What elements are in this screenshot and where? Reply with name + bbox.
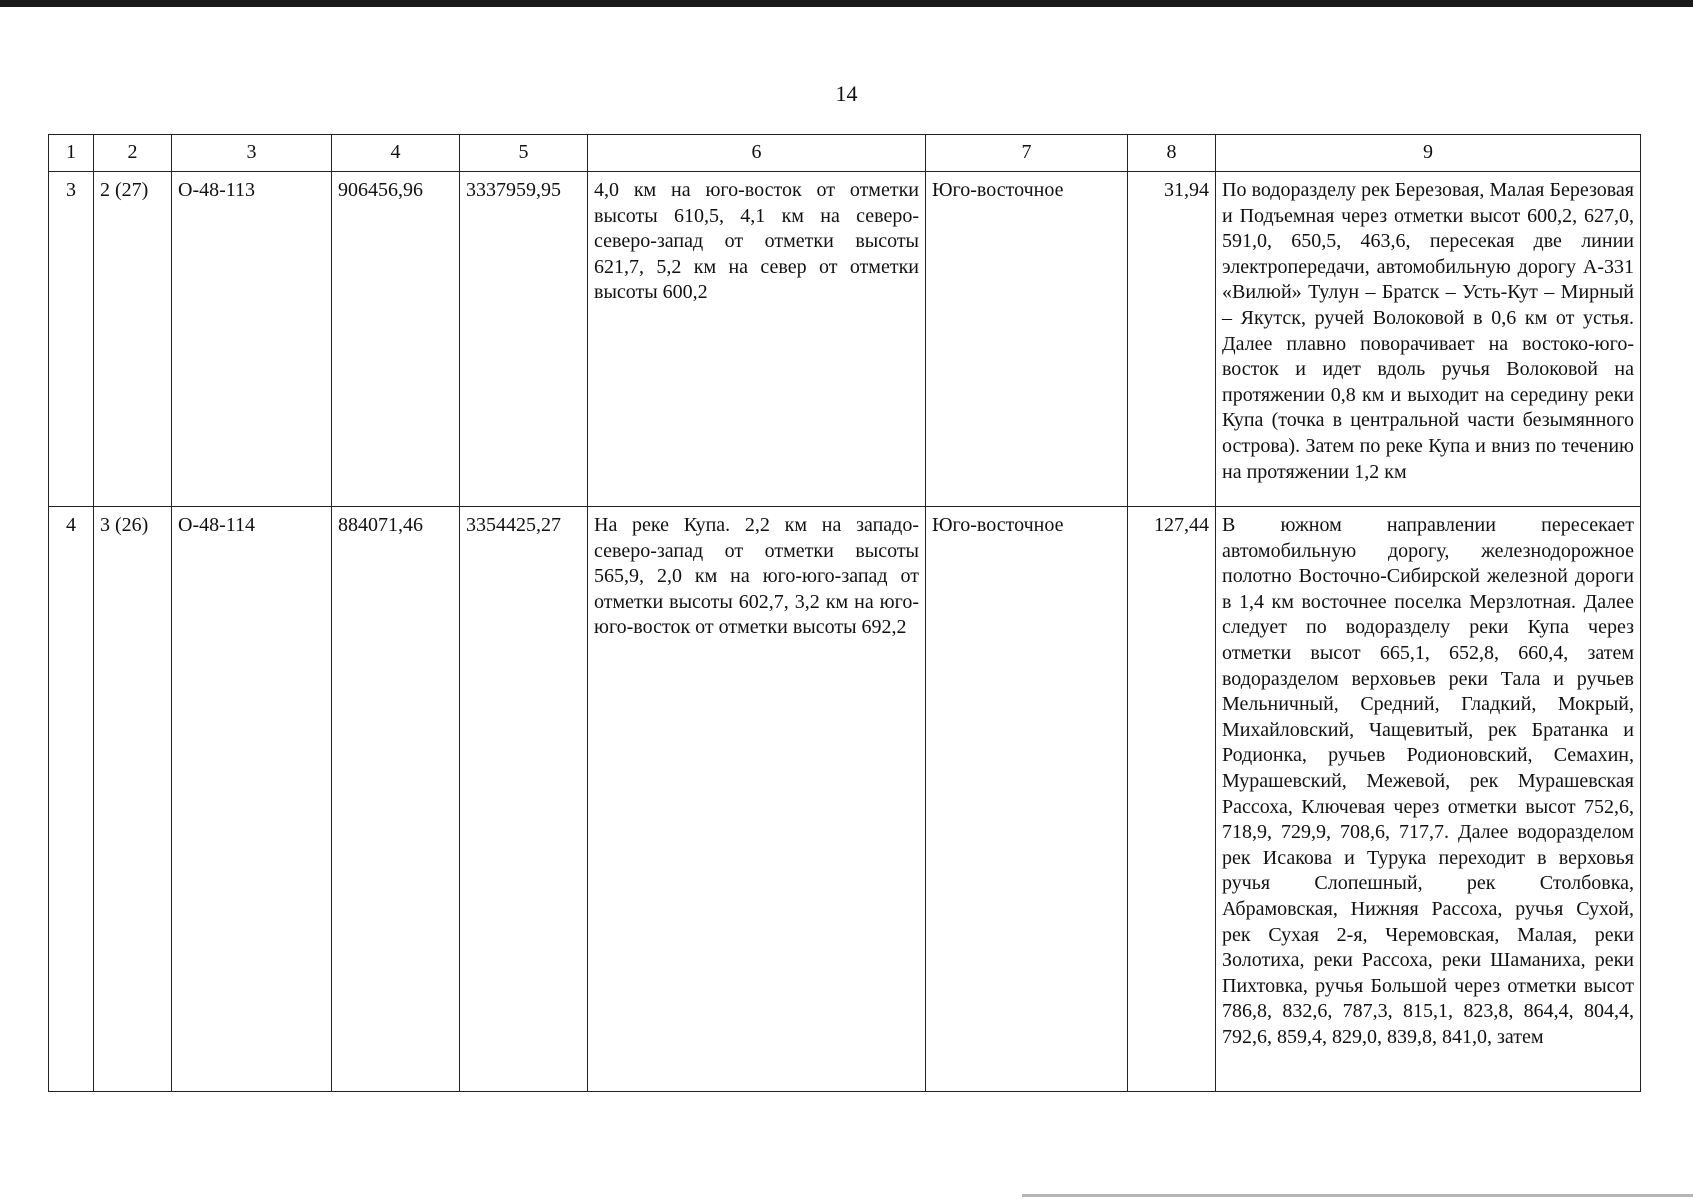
- column-header-2: 2: [94, 135, 172, 172]
- coordinate-y-cell: 3337959,95: [460, 172, 588, 507]
- column-header-8: 8: [1128, 135, 1216, 172]
- direction-cell: Юго-восточное: [926, 172, 1128, 507]
- column-header-7: 7: [926, 135, 1128, 172]
- table-row: [49, 507, 1641, 1092]
- coordinate-y-cell: 3354425,27: [460, 507, 588, 1092]
- map-sheet-cell: О-48-113: [172, 172, 332, 507]
- coordinate-x-cell: 906456,96: [332, 172, 460, 507]
- table-row: [49, 172, 1641, 507]
- point-number-cell: 2 (27): [94, 172, 172, 507]
- distance-cell: 31,94: [1128, 172, 1216, 507]
- column-header-1: 1: [49, 135, 94, 172]
- distance-cell: 127,44: [1128, 507, 1216, 1092]
- row-number-cell: 4: [49, 507, 94, 1092]
- boundary-description-cell: По водоразделу рек Березовая, Малая Березовая и Подъемная через отметки высот 600,2, 627,0, 591,0, 650,5, 463,6, пересекая две линии электропередачи, автомобильную дорогу А-331 «Вилюй» Тулун – Братск – Усть-Кут – Мирный – Якутск, ручей Волоковой в 0,6 км от устья. Далее плавно поворачивает на востоко-юго-восток и идет вдоль ручья Волоковой на протяжении 0,8 км и выходит на середину реки Купа (точка в центральной части безымянного острова). Затем по реке Купа и вниз по течению на протяжении 1,2 км: [1216, 172, 1641, 507]
- column-header-6: 6: [588, 135, 926, 172]
- page-number: 14: [835, 81, 858, 106]
- boundary-description-table: [48, 134, 1641, 1092]
- column-header-5: 5: [460, 135, 588, 172]
- map-sheet-cell: О-48-114: [172, 507, 332, 1092]
- location-description-cell: 4,0 км на юго-восток от отметки высоты 610,5, 4,1 км на северо-северо-запад от отметки высоты 621,7, 5,2 км на север от отметки высоты 600,2: [588, 172, 926, 507]
- coordinate-x-cell: 884071,46: [332, 507, 460, 1092]
- bottom-scan-rule: [1022, 1194, 1693, 1197]
- direction-cell: Юго-восточное: [926, 507, 1128, 1092]
- point-number-cell: 3 (26): [94, 507, 172, 1092]
- top-border-rule: [0, 0, 1693, 7]
- location-description-cell: На реке Купа. 2,2 км на западо-северо-запад от отметки высоты 565,9, 2,0 км на юго-юго-запад от отметки высоты 602,7, 3,2 км на юго-юго-восток от отметки высоты 692,2: [588, 507, 926, 1092]
- column-header-9: 9: [1216, 135, 1641, 172]
- boundary-description-cell: В южном направлении пересекает автомобильную дорогу, железнодорожное полотно Восточно-Сибирской железной дороги в 1,4 км восточнее поселка Мерзлотная. Далее следует по водоразделу реки Купа через отметки высот 665,1, 652,8, 660,4, затем водоразделом верховьев реки Тала и ручьев Мельничный, Средний, Гладкий, Мокрый, Михайловский, Чащевитый, рек Братанка и Родионка, ручьев Родионовский, Семахин, Мурашевский, Межевой, рек Мурашевская Рассоха, Ключевая через отметки высот 752,6, 718,9, 729,9, 708,6, 717,7. Далее водоразделом рек Исакова и Турука переходит в верховья ручья Слопешный, рек Столбовка, Абрамовская, Нижняя Рассоха, ручья Сухой, рек Сухая 2-я, Черемовская, Малая, реки Золотиха, реки Рассоха, реки Шаманиха, реки Пихтовка, ручья Большой через отметки высот 786,8, 832,6, 787,3, 815,1, 823,8, 864,4, 804,4, 792,6, 859,4, 829,0, 839,8, 841,0, затем: [1216, 507, 1641, 1092]
- row-number-cell: 3: [49, 172, 94, 507]
- column-header-4: 4: [332, 135, 460, 172]
- column-header-3: 3: [172, 135, 332, 172]
- header-row: [49, 135, 1641, 172]
